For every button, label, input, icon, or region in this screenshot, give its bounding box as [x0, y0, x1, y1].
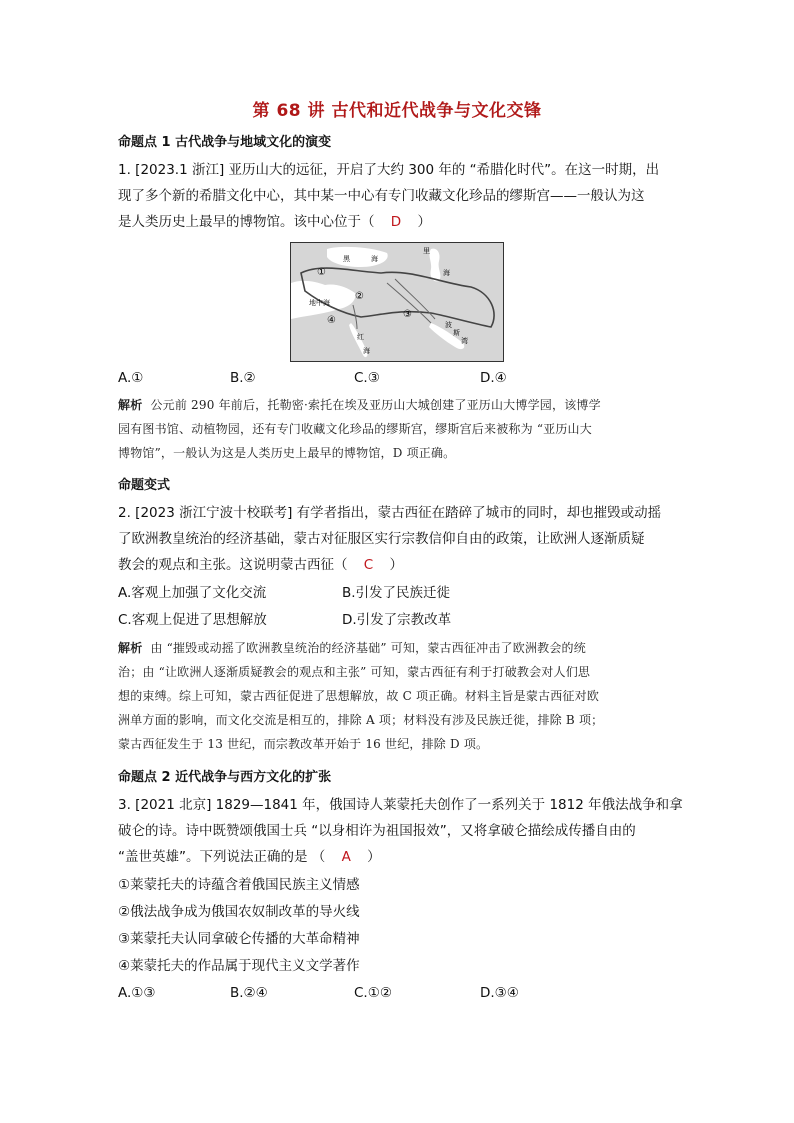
question-3-line-2: 破仑的诗。诗中既赞颂俄国士兵 “以身相许为祖国报效”，又将拿破仑描绘成传播自由的: [118, 823, 636, 839]
question-3-option-c[interactable]: C.①②: [354, 985, 392, 1001]
question-2-stem-end: 教会的观点和主张。这说明蒙古西征（: [118, 557, 348, 573]
explanation-line: 蒙古西征发生于 13 世纪，而宗教改革开始于 16 世纪，排除 D 项。: [118, 737, 489, 751]
question-1-option-b[interactable]: B.②: [230, 370, 256, 386]
question-3-close-paren: ）: [367, 849, 381, 865]
map-marker-4: ④: [327, 315, 336, 326]
map-label: 斯: [453, 329, 460, 337]
question-2-option-c[interactable]: C.客观上促进了思想解放: [118, 612, 267, 628]
map-label: 湾: [461, 337, 468, 345]
explanation-line: 园有图书馆、动植物园，还有专门收藏文化珍品的缪斯宫，缪斯宫后来被称为 “亚历山大: [118, 422, 592, 436]
explanation-line: [118, 393, 678, 417]
question-2-line-3: [118, 555, 678, 575]
question-3-line-3: [118, 847, 678, 867]
question-2-line-1: 2. [2023 浙江宁波十校联考] 有学者指出，蒙古西征在踏碎了城市的同时，却也摧毁或动摇: [118, 505, 662, 521]
question-3-line-1: 3. [2021 北京] 1829—1841 年，俄国诗人莱蒙托夫创作了一系列关于 1812 年俄法战争和拿: [118, 797, 683, 813]
explanation-line: 想的束缚。综上可知，蒙古西征促进了思想解放，故 C 项正确。材料主旨是蒙古西征对欧: [118, 689, 600, 703]
explanation-line: 洲单方面的影响，而文化交流是相互的，排除 A 项；材料没有涉及民族迁徙，排除 B 项；: [118, 713, 604, 727]
map-svg: [291, 243, 503, 361]
page-title: 第 68 讲 古代和近代战争与文化交锋: [252, 101, 542, 121]
question-1-line-2: 现了多个新的希腊文化中心，其中某一中心有专门收藏文化珍品的缪斯宫——一般认为这: [118, 188, 645, 204]
question-3-option-a[interactable]: A.①③: [118, 985, 156, 1001]
explanation-tag: 解析: [118, 398, 143, 412]
section-heading-1: 命题点 1 古代战争与地域文化的演变: [118, 135, 332, 150]
map-marker-3: ③: [403, 309, 412, 320]
question-1-option-d[interactable]: D.④: [480, 370, 507, 386]
question-1-stem-end: 是人类历史上最早的博物馆。该中心位于（: [118, 214, 375, 230]
question-3-answer: A: [341, 849, 351, 865]
map-label: 海: [443, 269, 450, 277]
question-2-line-2: 了欧洲教皇统治的经济基础，蒙古对征服区实行宗教信仰自由的政策，让欧洲人逐渐质疑: [118, 531, 645, 547]
explanation-tag: 解析: [118, 641, 143, 655]
map-marker-1: ①: [317, 267, 326, 278]
map-marker-2: ②: [355, 291, 364, 302]
map-label: 地中海: [309, 299, 330, 307]
question-1-option-a[interactable]: A.①: [118, 370, 144, 386]
question-1-option-c[interactable]: C.③: [354, 370, 380, 386]
question-2-close-paren: ）: [389, 557, 404, 573]
question-2-option-b[interactable]: B.引发了民族迁徙: [342, 585, 451, 601]
question-3-stem-end: “盖世英雄”。下列说法正确的是 （: [118, 849, 326, 865]
question-3-item-4: ④莱蒙托夫的作品属于现代主义文学著作: [118, 958, 360, 974]
question-3-option-d[interactable]: D.③④: [480, 985, 519, 1001]
question-3-item-1: ①莱蒙托夫的诗蕴含着俄国民族主义情感: [118, 877, 360, 893]
section-heading-2: 命题点 2 近代战争与西方文化的扩张: [118, 770, 332, 785]
question-3-item-3: ③莱蒙托夫认同拿破仑传播的大革命精神: [118, 931, 360, 947]
question-1-explanation: [118, 393, 678, 465]
map-label: 海: [363, 347, 370, 355]
question-3-option-b[interactable]: B.②④: [230, 985, 268, 1001]
question-1-line-1: 1. [2023.1 浙江] 亚历山大的远征，开启了大约 300 年的 “希腊化时代”。在这一时期，出: [118, 162, 660, 178]
map-label: 波: [445, 321, 452, 329]
explanation-line: 治；由 “让欧洲人逐渐质疑教会的观点和主张” 可知，蒙古西征有利于打破教会对人们思: [118, 665, 591, 679]
question-2-option-d[interactable]: D.引发了宗教改革: [342, 612, 452, 628]
explanation-line: [118, 636, 678, 660]
map-figure: [290, 242, 504, 362]
question-2-option-a[interactable]: A.客观上加强了文化交流: [118, 585, 267, 601]
explanation-text: 公元前 290 年前后，托勒密·索托在埃及亚历山大城创建了亚历山大博学园，该博学: [150, 398, 601, 412]
map-label: 里: [423, 247, 430, 255]
question-1-answer: D: [390, 214, 402, 230]
question-3-item-2: ②俄法战争成为俄国农奴制改革的导火线: [118, 904, 360, 920]
question-1-line-3: [118, 212, 678, 232]
explanation-text: 由 “摧毁或动摇了欧洲教皇统治的经济基础” 可知，蒙古西征冲击了欧洲教会的统: [150, 641, 586, 655]
question-1-close-paren: ）: [417, 214, 431, 230]
section-heading-variant: 命题变式: [118, 478, 171, 493]
map-label: 海: [371, 255, 378, 263]
map-label: 红: [357, 333, 364, 341]
question-2-explanation: [118, 636, 678, 756]
question-2-answer: C: [363, 557, 374, 573]
explanation-line: 博物馆”，一般认为这是人类历史上最早的博物馆，D 项正确。: [118, 446, 456, 460]
map-label: 黑: [343, 255, 350, 263]
